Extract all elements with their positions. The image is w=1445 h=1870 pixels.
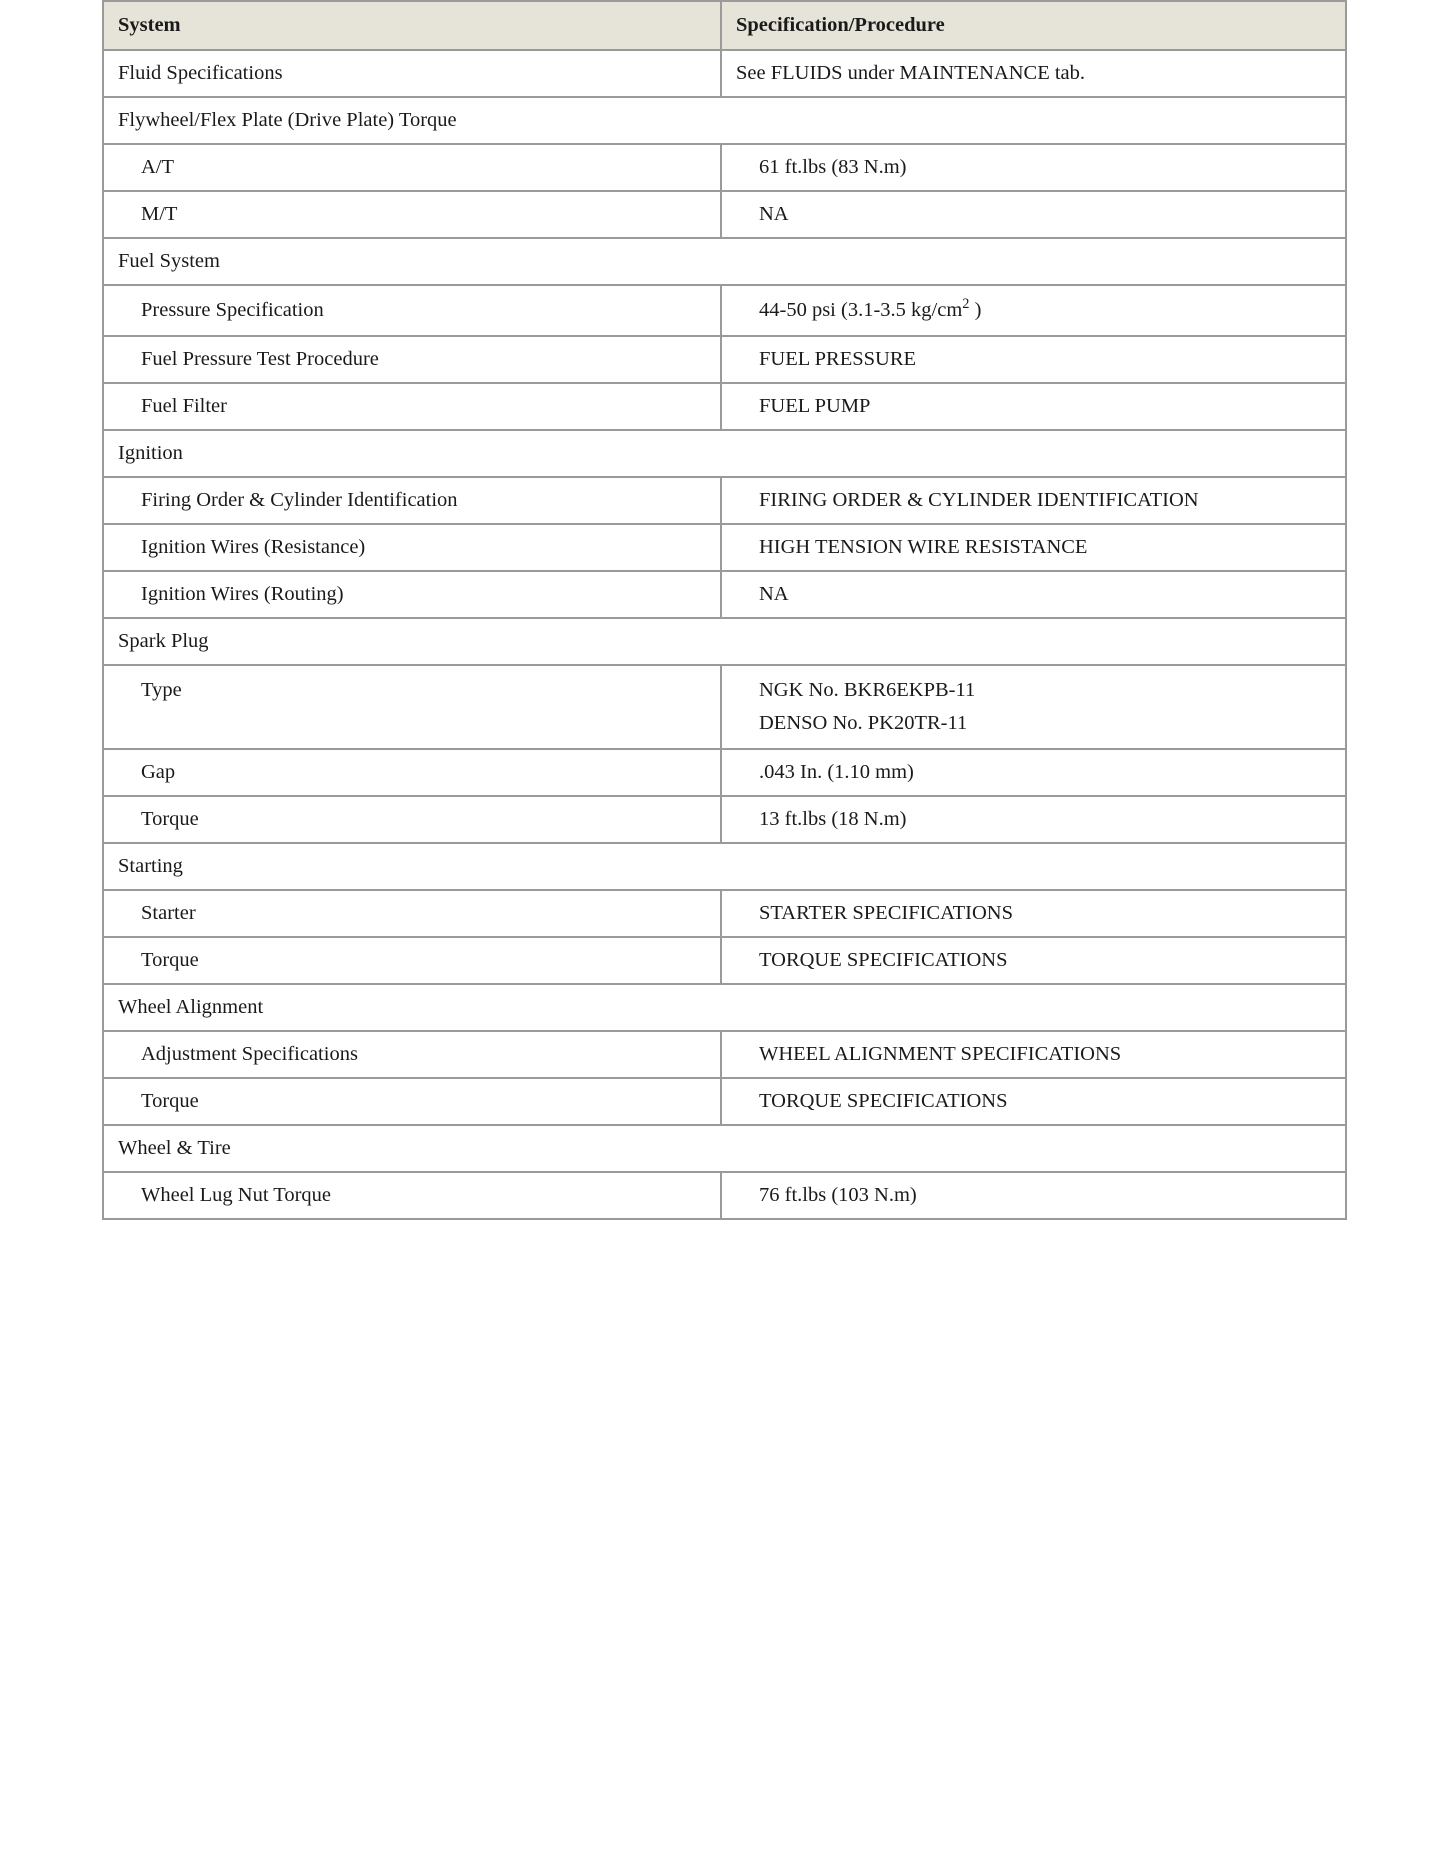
table-row bbox=[103, 336, 1346, 383]
spec-cell: 61 ft.lbs (83 N.m) bbox=[721, 144, 1346, 191]
table-row bbox=[103, 191, 1346, 238]
table-row bbox=[103, 1078, 1346, 1125]
system-cell: Pressure Specification bbox=[103, 285, 721, 336]
spec-cell: NA bbox=[721, 191, 1346, 238]
table-row bbox=[103, 665, 1346, 749]
system-cell: Wheel Lug Nut Torque bbox=[103, 1172, 721, 1219]
system-cell: Gap bbox=[103, 749, 721, 796]
spec-cell: See FLUIDS under MAINTENANCE tab. bbox=[721, 50, 1346, 97]
table-row bbox=[103, 571, 1346, 618]
spec-cell: FIRING ORDER & CYLINDER IDENTIFICATION bbox=[721, 477, 1346, 524]
group-row bbox=[103, 618, 1346, 665]
spec-cell bbox=[721, 665, 1346, 749]
system-cell: Fluid Specifications bbox=[103, 50, 721, 97]
system-cell: Torque bbox=[103, 1078, 721, 1125]
spec-cell: TORQUE SPECIFICATIONS bbox=[721, 937, 1346, 984]
table-row bbox=[103, 285, 1346, 336]
table-row bbox=[103, 1172, 1346, 1219]
spec-cell: 76 ft.lbs (103 N.m) bbox=[721, 1172, 1346, 1219]
table-row bbox=[103, 796, 1346, 843]
group-row bbox=[103, 984, 1346, 1031]
spec-cell: WHEEL ALIGNMENT SPECIFICATIONS bbox=[721, 1031, 1346, 1078]
system-cell: Ignition Wires (Resistance) bbox=[103, 524, 721, 571]
group-row bbox=[103, 430, 1346, 477]
spec-cell bbox=[721, 285, 1346, 336]
table-row bbox=[103, 1031, 1346, 1078]
group-heading-flywheel: Flywheel/Flex Plate (Drive Plate) Torque bbox=[103, 97, 1346, 144]
table-row bbox=[103, 144, 1346, 191]
spec-cell: .043 In. (1.10 mm) bbox=[721, 749, 1346, 796]
spec-cell: TORQUE SPECIFICATIONS bbox=[721, 1078, 1346, 1125]
header-system: System bbox=[103, 1, 721, 50]
system-cell: Torque bbox=[103, 937, 721, 984]
spec-line: NGK No. BKR6EKPB-11 bbox=[759, 679, 976, 701]
system-cell: M/T bbox=[103, 191, 721, 238]
group-heading-wheel-tire: Wheel & Tire bbox=[103, 1125, 1346, 1172]
group-row bbox=[103, 238, 1346, 285]
superscript: 2 bbox=[962, 296, 970, 313]
table-row bbox=[103, 937, 1346, 984]
specifications-table bbox=[102, 0, 1347, 1220]
system-cell: Firing Order & Cylinder Identification bbox=[103, 477, 721, 524]
group-row bbox=[103, 843, 1346, 890]
spec-cell: HIGH TENSION WIRE RESISTANCE bbox=[721, 524, 1346, 571]
table-row bbox=[103, 890, 1346, 937]
group-row bbox=[103, 97, 1346, 144]
table-row bbox=[103, 524, 1346, 571]
spec-cell: FUEL PRESSURE bbox=[721, 336, 1346, 383]
spec-line: DENSO No. PK20TR-11 bbox=[759, 711, 968, 734]
group-heading-starting: Starting bbox=[103, 843, 1346, 890]
group-heading-spark-plug: Spark Plug bbox=[103, 618, 1346, 665]
spec-cell: NA bbox=[721, 571, 1346, 618]
group-heading-fuel-system: Fuel System bbox=[103, 238, 1346, 285]
spec-cell: STARTER SPECIFICATIONS bbox=[721, 890, 1346, 937]
group-row bbox=[103, 1125, 1346, 1172]
group-heading-wheel-alignment: Wheel Alignment bbox=[103, 984, 1346, 1031]
system-cell: Starter bbox=[103, 890, 721, 937]
spec-cell: 13 ft.lbs (18 N.m) bbox=[721, 796, 1346, 843]
table-row bbox=[103, 383, 1346, 430]
header-specification: Specification/Procedure bbox=[721, 1, 1346, 50]
system-cell: Torque bbox=[103, 796, 721, 843]
system-cell: Fuel Pressure Test Procedure bbox=[103, 336, 721, 383]
system-cell: Adjustment Specifications bbox=[103, 1031, 721, 1078]
system-cell: Fuel Filter bbox=[103, 383, 721, 430]
pressure-value: 44-50 psi (3.1-3.5 kg/cm bbox=[759, 299, 963, 322]
group-heading-ignition: Ignition bbox=[103, 430, 1346, 477]
table-row bbox=[103, 477, 1346, 524]
table-row bbox=[103, 749, 1346, 796]
system-cell: Ignition Wires (Routing) bbox=[103, 571, 721, 618]
spec-cell: FUEL PUMP bbox=[721, 383, 1346, 430]
system-cell: A/T bbox=[103, 144, 721, 191]
pressure-value-end: ) bbox=[969, 299, 982, 322]
system-cell: Type bbox=[103, 665, 721, 749]
table-row bbox=[103, 50, 1346, 97]
table-header-row bbox=[103, 1, 1346, 50]
